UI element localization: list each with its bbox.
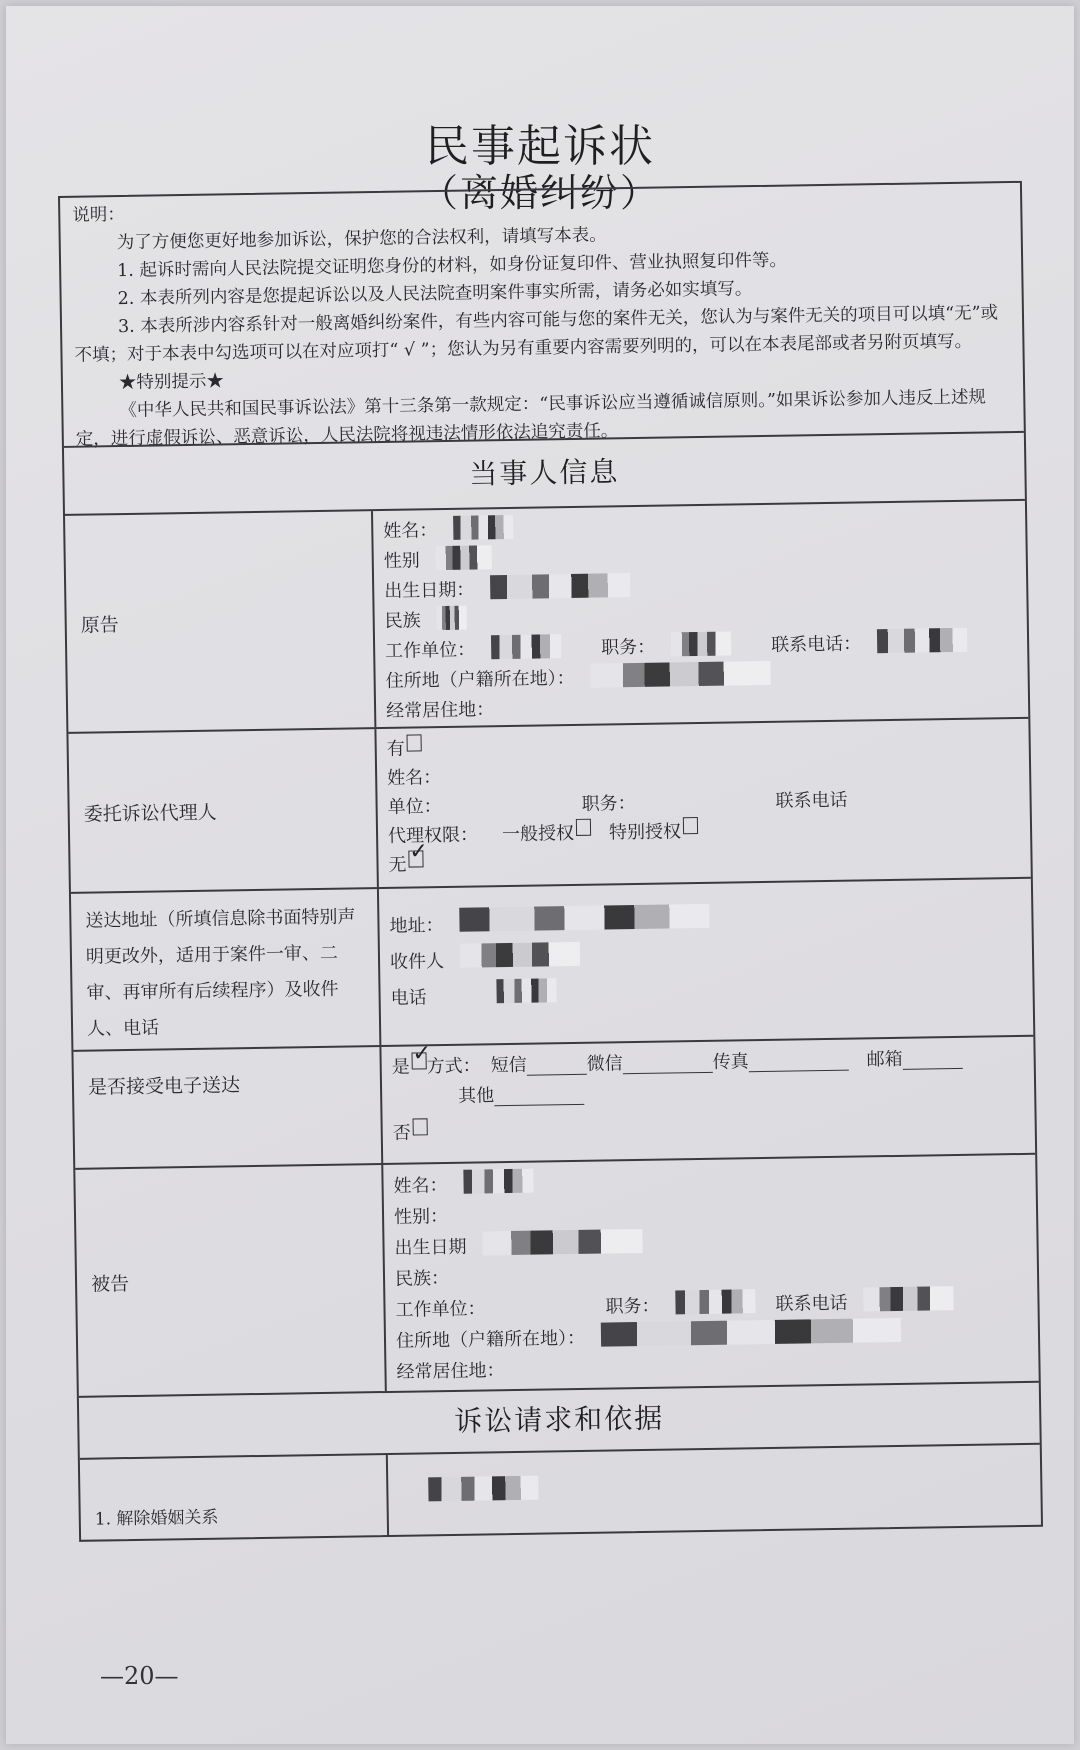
page-number: —20— <box>100 1662 179 1690</box>
electronic-fax-label: 传真 <box>712 1051 749 1073</box>
defendant-work-label: 工作单位： <box>395 1298 486 1321</box>
electronic-yes-checkbox[interactable] <box>411 1052 426 1069</box>
instructions-block <box>60 183 1024 448</box>
plaintiff-row <box>65 501 1028 734</box>
agent-special-label: 特别授权 <box>608 821 682 844</box>
agent-no-label: 无 <box>388 854 407 876</box>
plaintiff-label: 原告 <box>65 511 376 732</box>
electronic-wechat-label: 微信 <box>586 1053 623 1075</box>
redacted-value <box>428 1476 538 1502</box>
electronic-label: 是否接受电子送达 <box>73 1047 383 1168</box>
claim-1-content <box>388 1445 1041 1535</box>
plaintiff-phone-label: 联系电话： <box>770 633 862 656</box>
redacted-value <box>675 1289 755 1314</box>
defendant-ethnicity-label: 民族： <box>394 1267 450 1290</box>
service-recipient-label: 收件人 <box>389 951 445 973</box>
agent-phone-label: 联系电话 <box>775 789 848 812</box>
plaintiff-name-label: 姓名： <box>383 520 438 542</box>
special-notice: ★特别提示★ <box>118 371 225 394</box>
plaintiff-work-label: 工作单位： <box>385 639 476 662</box>
redacted-value <box>463 1169 533 1194</box>
redacted-value <box>453 515 513 540</box>
redacted-value <box>459 904 709 932</box>
redacted-value <box>877 628 967 653</box>
instruction-item-3: 3. 本表所涉内容系针对一般离婚纠纷案件，有些内容可能与您的案件无关，您认为与案件无关的项目可以填“无”或不填；对于本表中勾选项可以在对应项打“ √ ”；您认为另有重要内容需要列明的，可以在本表尾部或者另附页填写。 <box>74 303 999 366</box>
email-blank[interactable] <box>902 1044 962 1070</box>
claim-row <box>80 1445 1041 1540</box>
redacted-value <box>496 978 556 1003</box>
service-label: 送达地址（所填信息除书面特别声明更改外，适用于案件一审、二审、再审所有后续程序）及收件人、电话 <box>71 889 381 1050</box>
plaintiff-birth-label: 出生日期： <box>384 579 475 602</box>
redacted-value <box>436 545 492 570</box>
claim-1-label: 1. 解除婚姻关系 <box>80 1455 389 1540</box>
agent-general-checkbox[interactable] <box>576 819 591 836</box>
instruction-item-1: 1. 起诉时需向人民法院提交证明您身份的材料，如身份证复印件、营业执照复印件等。 <box>117 250 788 282</box>
agent-label: 委托诉讼代理人 <box>68 729 378 892</box>
defendant-position-label: 职务： <box>605 1295 660 1318</box>
plaintiff-ethnicity-label: 民族 <box>384 610 421 632</box>
complaint-form <box>58 181 1043 1542</box>
law-citation: 《中华人民共和国民事诉讼法》第十三条第一款规定：“民事诉讼应当遵循诚信原则。”如果诉讼参加人违反上述规定，进行虚假诉讼、恶意诉讼，人民法院将视违法情形依法追究责任。 <box>75 387 987 450</box>
instructions-intro: 为了方便您更好地参加诉讼，保护您的合法权利，请填写本表。 <box>116 225 607 254</box>
service-address-label: 地址： <box>389 915 444 937</box>
service-phone-label: 电话 <box>390 987 427 1009</box>
plaintiff-gender-label: 性别 <box>383 550 420 572</box>
defendant-name-label: 姓名： <box>393 1175 448 1197</box>
plaintiff-position-label: 职务： <box>601 636 656 659</box>
redacted-value <box>491 634 561 659</box>
electronic-row <box>73 1037 1035 1170</box>
section-party-info: 当事人信息 <box>64 433 1025 516</box>
plaintiff-fields <box>373 501 1028 727</box>
service-row <box>71 879 1033 1052</box>
agent-row <box>68 719 1030 894</box>
electronic-yes-label: 是 <box>391 1056 410 1078</box>
electronic-no-checkbox[interactable] <box>413 1118 428 1135</box>
document-title: 民事起诉状 <box>425 121 655 172</box>
agent-position-label: 职务： <box>581 793 636 815</box>
agent-yes-label: 有 <box>386 738 405 760</box>
defendant-residence-label: 住所地（户籍所在地）： <box>395 1327 586 1352</box>
defendant-habitual-label: 经常居住地： <box>396 1360 505 1383</box>
instruction-item-2: 2. 本表所列内容是您提起诉讼以及人民法院查明案件事实所需，请务必如实填写。 <box>117 279 753 310</box>
sms-blank[interactable] <box>526 1050 586 1076</box>
defendant-birth-label: 出生日期 <box>394 1236 467 1259</box>
redacted-value <box>671 631 731 656</box>
redacted-value <box>436 606 466 630</box>
defendant-gender-label: 性别： <box>393 1206 449 1228</box>
defendant-row <box>75 1155 1038 1398</box>
fax-blank[interactable] <box>748 1046 848 1073</box>
defendant-phone-label: 联系电话 <box>775 1292 848 1315</box>
redacted-value <box>460 942 580 968</box>
agent-general-label: 一般授权 <box>501 822 575 846</box>
redacted-value <box>590 661 770 688</box>
service-fields <box>379 879 1033 1045</box>
plaintiff-habitual-label: 经常居住地： <box>385 699 495 722</box>
electronic-sms-label: 短信 <box>490 1054 527 1077</box>
electronic-no-label: 否 <box>392 1122 411 1144</box>
redacted-value <box>490 573 630 599</box>
instructions-heading: 说明： <box>72 204 125 226</box>
agent-name-label: 姓名： <box>387 767 442 789</box>
electronic-email-label: 邮箱 <box>866 1048 903 1071</box>
agent-yes-checkbox[interactable] <box>407 734 422 751</box>
agent-authority-label: 代理权限： <box>387 824 479 847</box>
plaintiff-residence-label: 住所地（户籍所在地）： <box>385 667 575 692</box>
agent-special-checkbox[interactable] <box>683 817 698 834</box>
defendant-label: 被告 <box>75 1165 387 1396</box>
defendant-fields <box>383 1155 1038 1391</box>
redacted-value <box>863 1286 953 1311</box>
electronic-method-label: 方式： <box>426 1055 481 1078</box>
redacted-value <box>482 1229 642 1256</box>
section-claims: 诉讼请求和依据 <box>79 1383 1040 1460</box>
electronic-fields <box>381 1037 1035 1163</box>
agent-fields <box>376 719 1030 887</box>
wechat-blank[interactable] <box>622 1048 712 1074</box>
other-blank[interactable] <box>494 1080 584 1106</box>
agent-unit-label: 单位： <box>387 796 442 818</box>
agent-no-checkbox[interactable] <box>408 850 423 867</box>
electronic-other-label: 其他 <box>458 1085 495 1107</box>
redacted-value <box>601 1318 901 1347</box>
document-subtitle: （离婚纠纷） <box>419 171 660 215</box>
